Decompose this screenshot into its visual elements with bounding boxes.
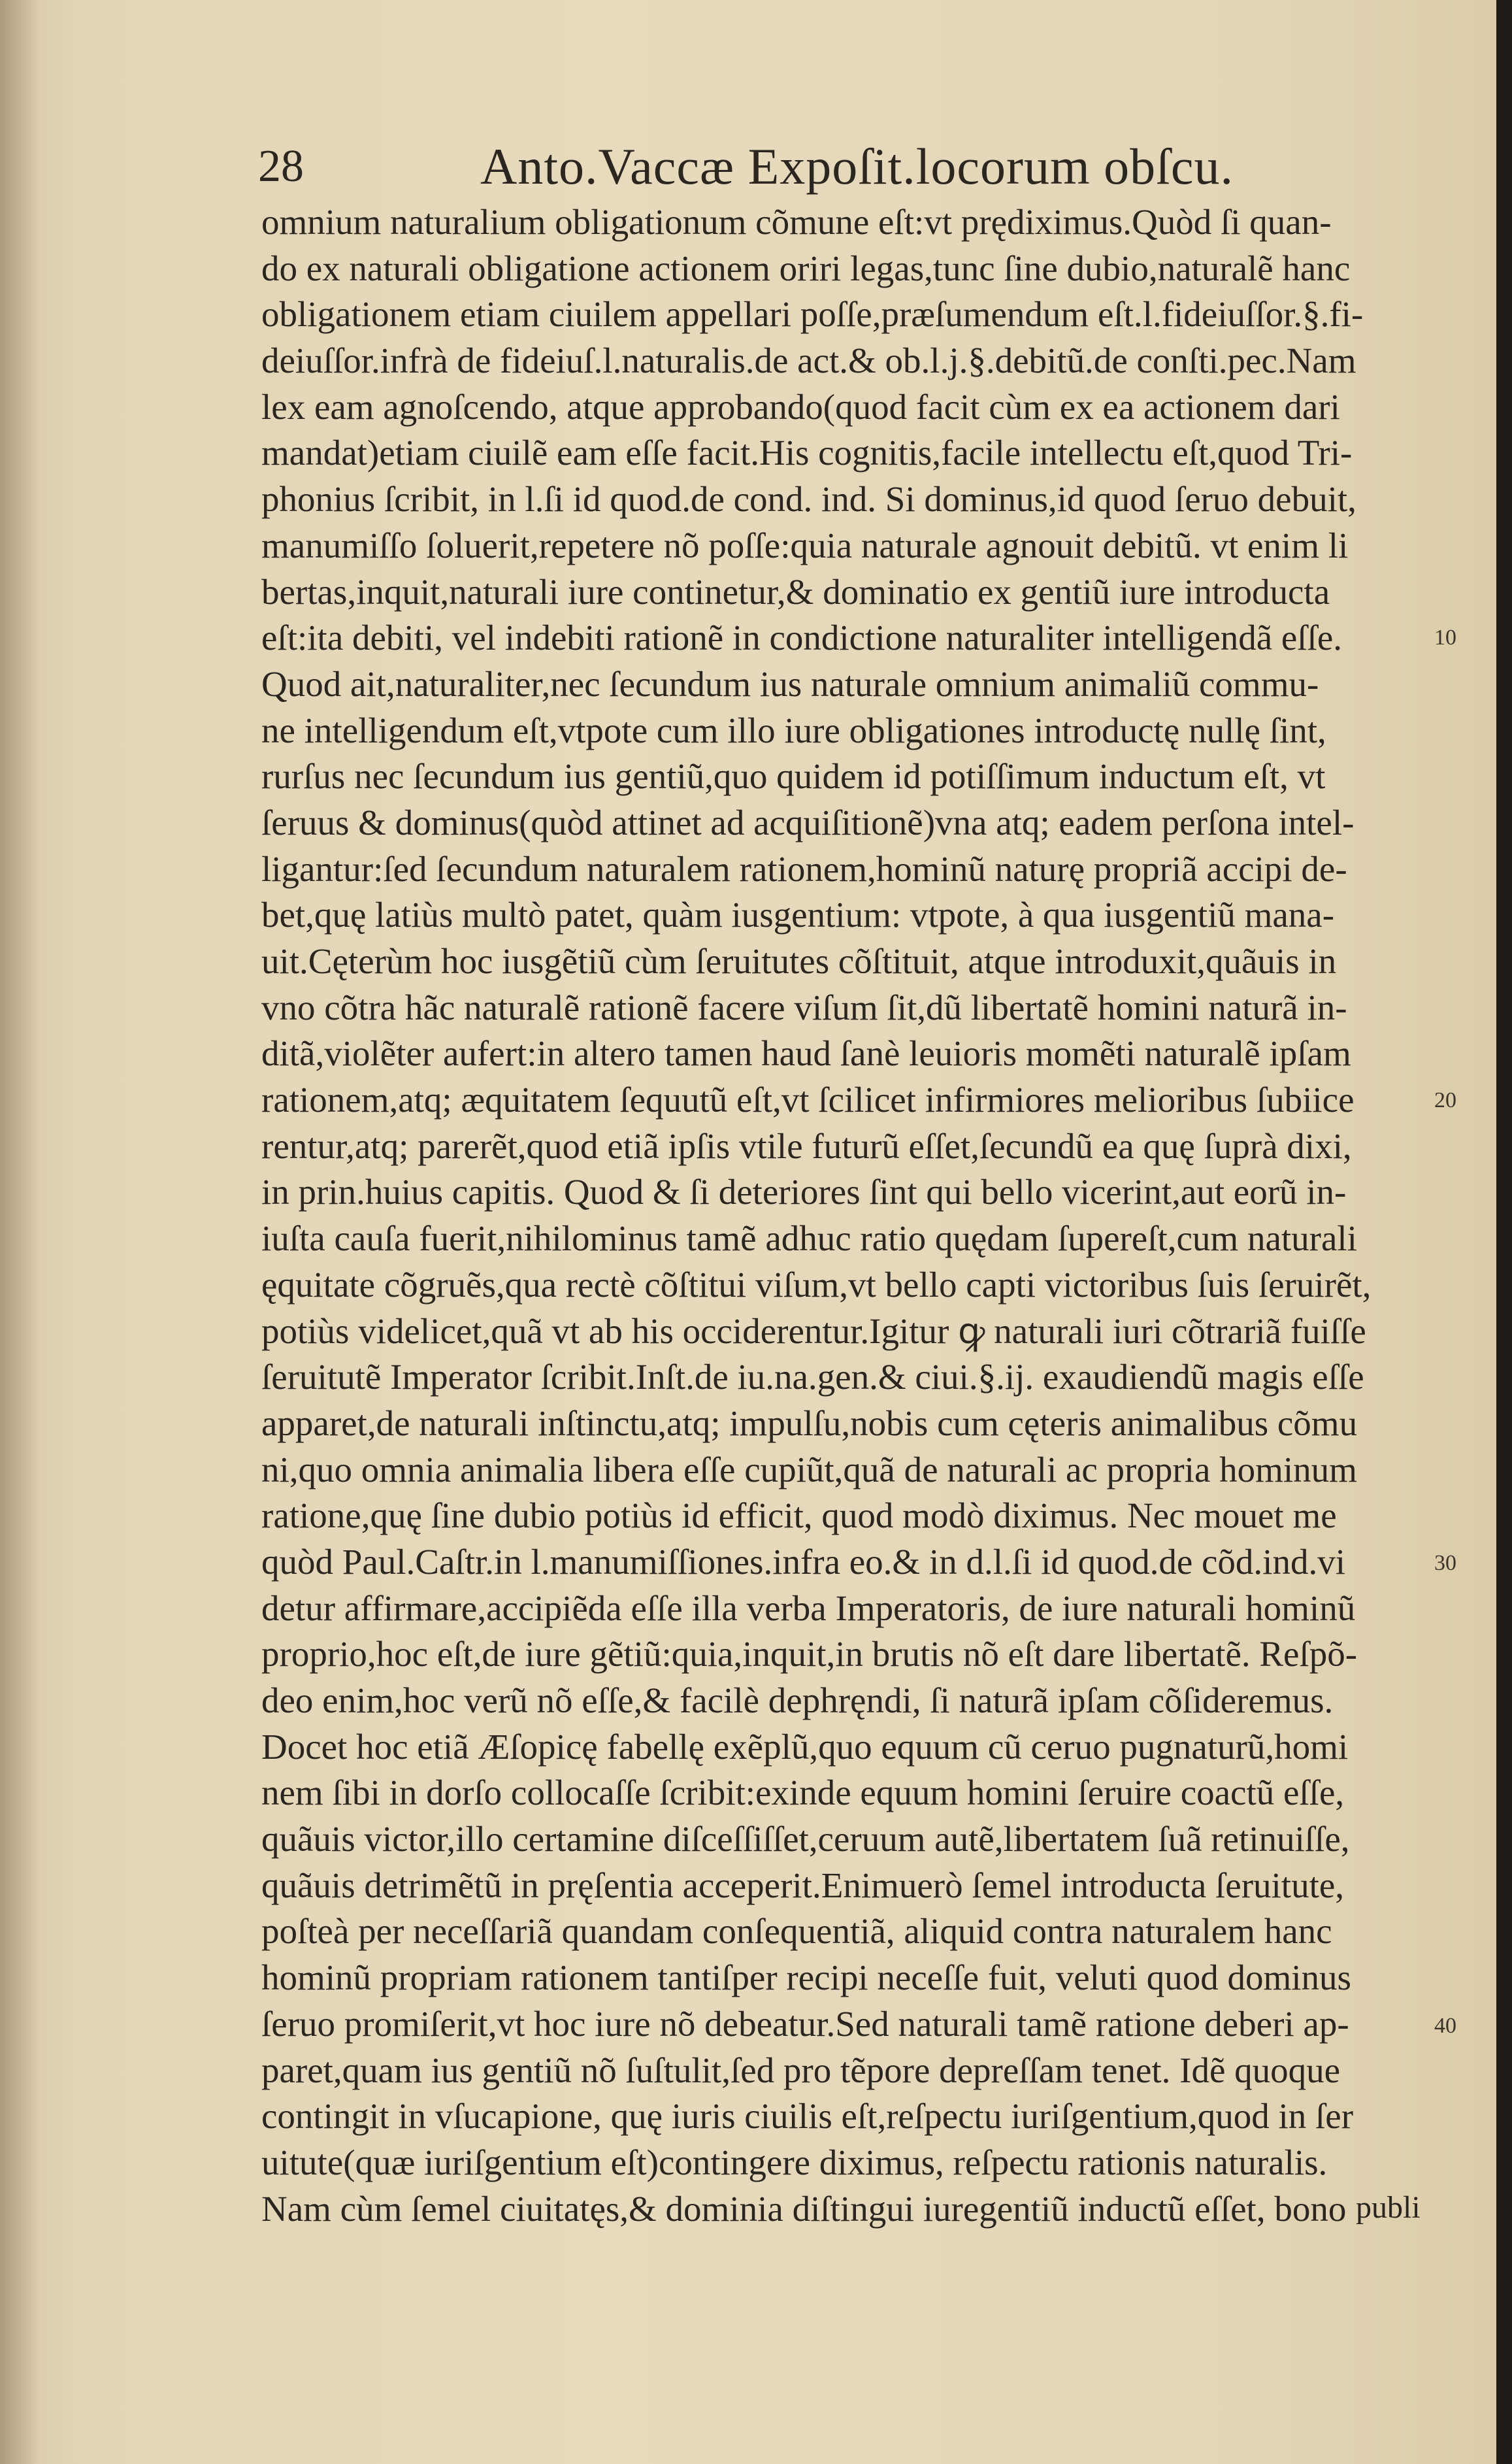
line-number-10: 10 xyxy=(1434,625,1456,650)
text-line: quòd Paul.Caſtr.in l.manumiſſiones.infra eo.& in d.l.ſi id quod.de cõd.ind.vi xyxy=(261,1541,1345,1582)
text-line: manumiſſo ſoluerit,repetere nõ poſſe:quia naturale agnouit debitũ. vt enim li xyxy=(261,525,1349,565)
text-block xyxy=(261,199,1431,2232)
text-line: Docet hoc etiã Æſopicę fabellę exẽplũ,quo equum cũ ceruo pugnaturũ,homi xyxy=(261,1726,1349,1767)
text-line: hominũ propriam rationem tantiſper recipi neceſſe fuit, veluti quod dominus xyxy=(261,1957,1351,1998)
text-line: apparet,de naturali inſtinctu,atq; impulſu,nobis cum cęteris animalibus cõmu xyxy=(261,1403,1358,1443)
text-line: deiuſſor.infrà de fideiuſ.l.naturalis.de act.& ob.l.j.§.debitũ.de conſti.pec.Nam xyxy=(261,341,1356,381)
line-number-40: 40 xyxy=(1434,2014,1456,2038)
text-line: potiùs videlicet,quã vt ab his occiderentur.Igitur ꝙ naturali iuri cõtrariã fuiſſe xyxy=(261,1310,1366,1351)
page-header xyxy=(258,131,1304,203)
text-line: bet,quę latiùs multò patet, quàm iusgentium: vtpote, à qua iusgentiũ mana- xyxy=(261,895,1335,935)
text-line: ne intelligendum eſt,vtpote cum illo iure obligationes introductę nullę ſint, xyxy=(261,710,1326,750)
text-line: ratione,quę ſine dubio potiùs id efficit, quod modò diximus. Nec mouet me xyxy=(261,1495,1337,1536)
catchword: publi xyxy=(1356,2190,1421,2225)
text-line: deo enim,hoc verũ nõ eſſe,& facilè dephręndi, ſi naturã ipſam cõſideremus. xyxy=(261,1680,1334,1720)
text-line: uit.Cęterùm hoc iusgẽtiũ cùm ſeruitutes cõſtituit, atque introduxit,quãuis in xyxy=(261,941,1337,981)
text-line: mandat)etiam ciuilẽ eam eſſe facit.His cognitis,facile intellectu eſt,quod Tri- xyxy=(261,433,1353,473)
text-line: ſeruo promiſerit,vt hoc iure nõ debeatur.Sed naturali tamẽ ratione deberi ap- xyxy=(261,2003,1349,2044)
text-line: ęquitate cõgruẽs,qua rectè cõſtitui viſum,vt bello capti victoribus ſuis ſeruirẽt, xyxy=(261,1264,1372,1305)
text-line: rentur,atq; parerẽt,quod etiã ipſis vtile futurũ eſſet,ſecundũ ea quę ſuprà dixi, xyxy=(261,1125,1352,1166)
text-line: rurſus nec ſecundum ius gentiũ,quo quidem id potiſſimum inductum eſt, vt xyxy=(261,756,1326,797)
text-line: do ex naturali obligatione actionem oriri legas,tunc ſine dubio,naturalẽ hanc xyxy=(261,248,1351,288)
text-line: uitute(quæ iuriſgentium eſt)contingere diximus, reſpectu rationis naturalis. xyxy=(261,2142,1328,2182)
binding-shadow xyxy=(0,0,39,2464)
text-line: poſteà per neceſſariã quandam conſequentiã, aliquid contra naturalem hanc xyxy=(261,1911,1332,1952)
line-number-20: 20 xyxy=(1434,1088,1456,1112)
text-line: contingit in vſucapione, quę iuris ciuilis eſt,reſpectu iuriſgentium,quod in ſer xyxy=(261,2096,1354,2137)
text-line: bertas,inquit,naturali iure continetur,& dominatio ex gentiũ iure introducta xyxy=(261,571,1330,612)
text-line: in prin.huius capitis. Quod & ſi deteriores ſint qui bello vicerint,aut eorũ in- xyxy=(261,1172,1347,1212)
text-line: Nam cùm ſemel ciuitatęs,& dominia diſtingui iuregentiũ inductũ eſſet, bono xyxy=(261,2188,1347,2229)
text-line: detur affirmare,accipiẽda eſſe illa verba Imperatoris, de iure naturali hominũ xyxy=(261,1588,1356,1628)
text-line: paret,quam ius gentiũ nõ ſuſtulit,ſed pro tẽpore depreſſam tenet. Idẽ quoque xyxy=(261,2050,1341,2090)
text-line: proprio,hoc eſt,de iure gẽtiũ:quia,inquit,in brutis nõ eſt dare libertatẽ. Reſpõ- xyxy=(261,1634,1358,1674)
text-line: phonius ſcribit, in l.ſi id quod.de cond. ind. Si dominus,id quod ſeruo debuit, xyxy=(261,479,1356,520)
folio-number: 28 xyxy=(258,141,304,191)
text-line: ligantur:ſed ſecundum naturalem rationem,hominũ naturę propriã accipi de- xyxy=(261,848,1347,889)
text-line: vno cõtra hãc naturalẽ rationẽ facere viſum ſit,dũ libertatẽ homini naturã in- xyxy=(261,987,1347,1027)
line-number-30: 30 xyxy=(1434,1551,1456,1575)
text-line: ditã,violẽter aufert:in altero tamen haud ſanè leuioris momẽti naturalẽ ipſam xyxy=(261,1033,1351,1074)
text-line: ſeruus & dominus(quòd attinet ad acquiſitionẽ)vna atq; eadem perſona intel- xyxy=(261,802,1355,842)
text-line: ſeruitutẽ Imperator ſcribit.Inſt.de iu.na.gen.& ciui.§.ij. exaudiendũ magis eſſe xyxy=(261,1357,1364,1397)
running-title: Anto.Vaccæ Expoſit.locorum obſcu. xyxy=(480,138,1234,195)
text-line: rationem,atq; æquitatem ſequutũ eſt,vt ſcilicet infirmiores melioribus ſubiice xyxy=(261,1080,1355,1120)
text-line: ni,quo omnia animalia libera eſſe cupiũt,quã de naturali ac propria hominum xyxy=(261,1449,1357,1490)
text-line: nem ſibi in dorſo collocaſſe ſcribit:exinde equum homini ſeruire coactũ eſſe, xyxy=(261,1773,1345,1813)
text-line: quãuis victor,illo certamine diſceſſiſſet,ceruum autẽ,libertatem ſuã retinuiſſe, xyxy=(261,1819,1350,1859)
text-line: omnium naturalium obligationum cõmune eſt:vt prędiximus.Quòd ſi quan- xyxy=(261,202,1332,242)
text-line: eſt:ita debiti, vel indebiti rationẽ in condictione naturaliter intelligendã eſſe. xyxy=(261,618,1343,658)
text-line: lex eam agnoſcendo, atque approbando(quod facit cùm ex ea actionem dari xyxy=(261,386,1340,427)
text-line: obligationem etiam ciuilem appellari poſſe,præſumendum eſt.l.fideiuſſor.§.fi- xyxy=(261,294,1364,335)
text-line: Quod ait,naturaliter,nec ſecundum ius naturale omnium animaliũ commu- xyxy=(261,663,1319,704)
text-line: quãuis detrimẽtũ in pręſentia acceperit.Enimuerò ſemel introducta ſeruitute, xyxy=(261,1865,1345,1905)
text-line: iuſta cauſa fuerit,nihilominus tamẽ adhuc ratio quędam ſupereſt,cum naturali xyxy=(261,1218,1357,1259)
scan-edge xyxy=(1496,0,1512,2464)
